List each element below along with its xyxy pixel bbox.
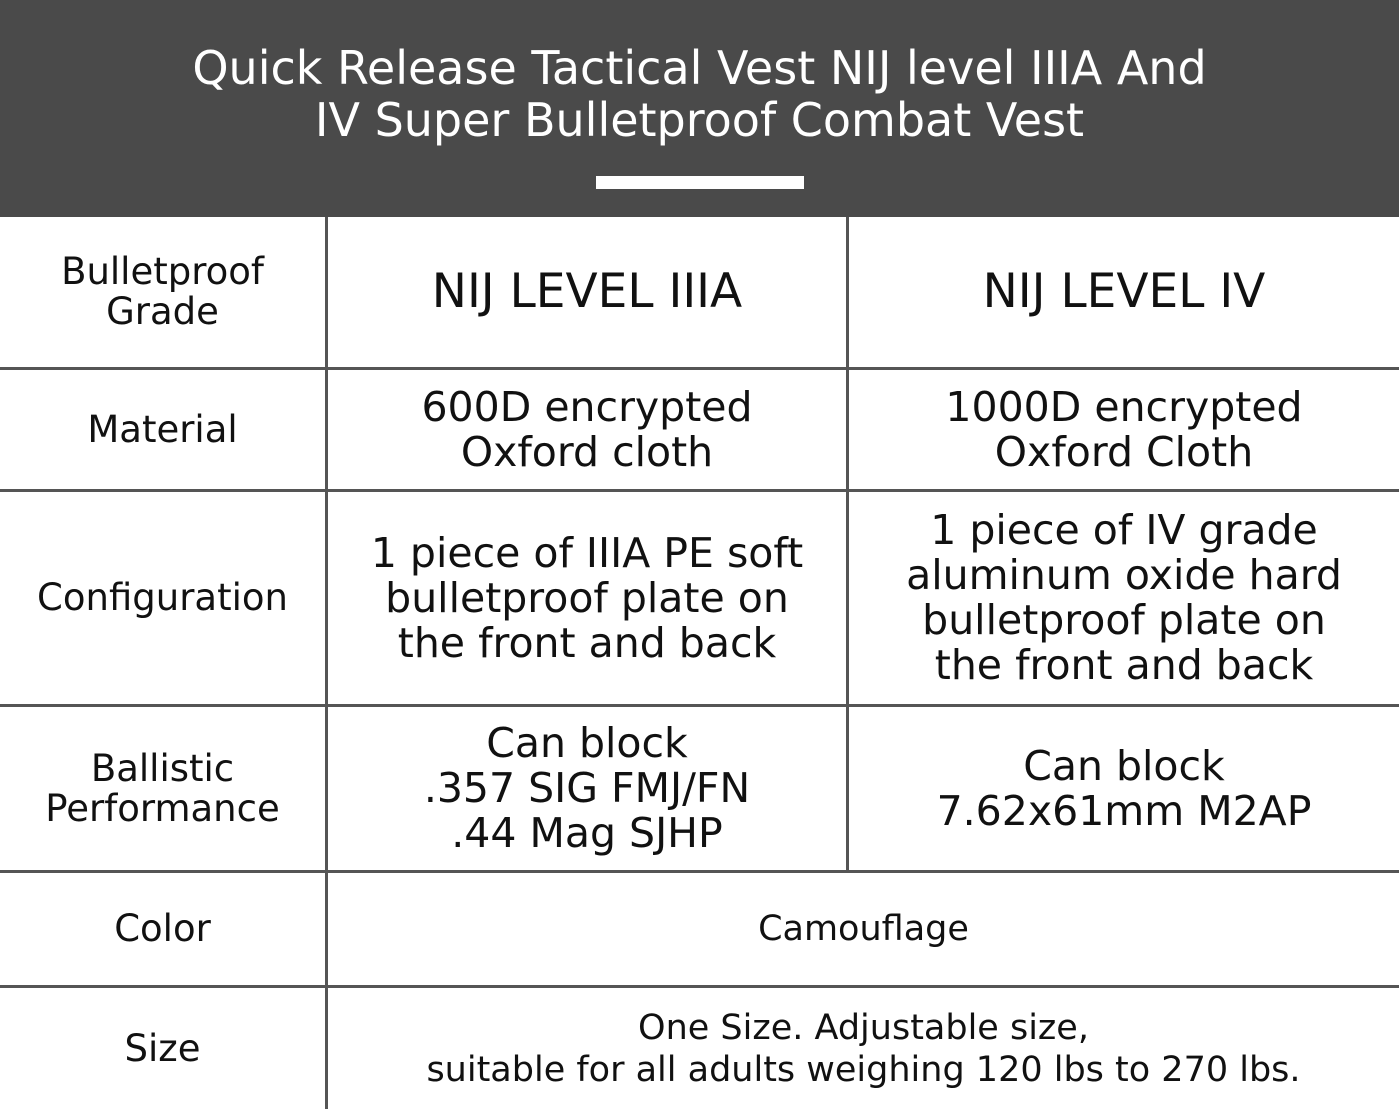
ballistic-iiia-cell: Can block .357 SIG FMJ/FN .44 Mag SJHP: [328, 707, 849, 873]
size-value-cell: One Size. Adjustable size, suitable for all adults weighing 120 lbs to 270 lbs.: [426, 1007, 1301, 1090]
grade-iv-cell: NIJ LEVEL IV: [849, 217, 1399, 370]
ballistic-label-cell: Ballistic Performance: [0, 707, 328, 873]
grade-label-cell: Bulletproof Grade: [0, 217, 328, 370]
configuration-iv-cell: 1 piece of IV grade aluminum oxide hard bulletproof plate on the front and back: [849, 492, 1399, 707]
title-underline: [596, 176, 804, 189]
grade-iiia-cell: NIJ LEVEL IIIA: [328, 217, 849, 370]
color-value-cell: Camouflage: [328, 873, 1399, 988]
configuration-label-cell: Configuration: [0, 492, 328, 707]
spec-table: [0, 217, 1399, 1109]
color-label-cell: Color: [0, 873, 328, 988]
material-label-cell: Material: [0, 370, 328, 492]
page-title: Quick Release Tactical Vest NIJ level IIIA And IV Super Bulletproof Combat Vest: [192, 41, 1207, 147]
material-iv-cell: 1000D encrypted Oxford Cloth: [849, 370, 1399, 492]
material-iiia-cell: 600D encrypted Oxford cloth: [328, 370, 849, 492]
configuration-iiia-cell: 1 piece of IIIA PE soft bulletproof plate on the front and back: [328, 492, 849, 707]
header-banner: [0, 0, 1399, 217]
size-label-cell: Size: [0, 988, 328, 1109]
ballistic-iv-cell: Can block 7.62x61mm M2AP: [849, 707, 1399, 873]
